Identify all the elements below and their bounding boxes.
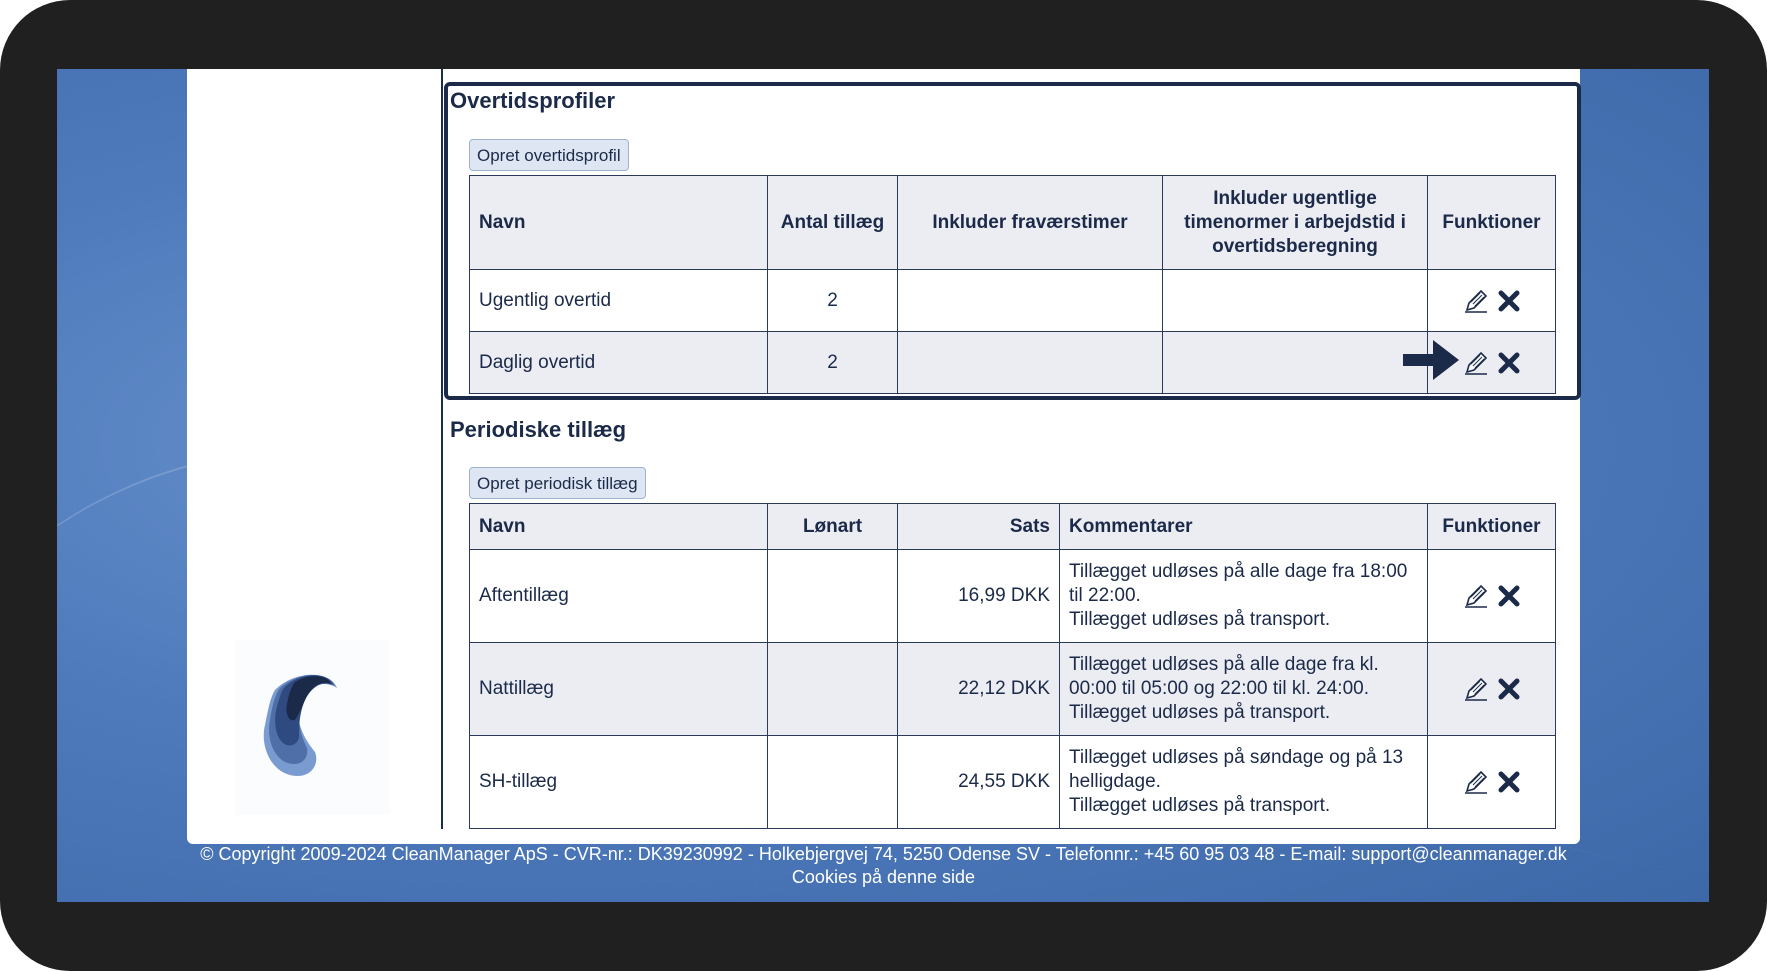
header-comments: Kommentarer [1060, 504, 1428, 550]
row-comment [1060, 736, 1428, 829]
row-count: 2 [768, 332, 898, 394]
create-overtime-profile-button[interactable]: Opret overtidsprofil [469, 139, 629, 171]
row-wage-type [768, 736, 898, 829]
row-functions [1428, 736, 1556, 829]
table-row [470, 550, 1556, 643]
row-rate: 16,99 DKK [898, 550, 1060, 643]
footer [187, 843, 1580, 889]
create-periodic-button[interactable]: Opret periodisk tillæg [469, 467, 646, 499]
logo [235, 640, 390, 815]
sidebar-divider [441, 69, 443, 829]
comment-line: Tillægget udløses på alle dage fra 18:00 til 22:00. [1069, 561, 1408, 606]
header-functions: Funktioner [1428, 176, 1556, 270]
row-name: Daglig overtid [470, 332, 768, 394]
logo-icon [235, 640, 390, 815]
row-rate: 24,55 DKK [898, 736, 1060, 829]
comment-line: Tillægget udløses på søndage og på 13 helligdage. [1069, 747, 1404, 792]
row-name: SH-tillæg [470, 736, 768, 829]
row-name: Aftentillæg [470, 550, 768, 643]
cookies-link[interactable]: Cookies på denne side [791, 867, 976, 887]
footer-copyright: © Copyright 2009-2024 CleanManager ApS - CVR-nr.: DK39230992 - Holkebjergvej 74, 5250 Odense SV - Telefonnr.: +45 60 95 03 48 - E-mail: support@cleanmanager.dk [200, 844, 1567, 864]
comment-line: Tillægget udløses på transport. [1069, 609, 1331, 630]
delete-x-icon[interactable] [1497, 584, 1521, 608]
table-row [470, 736, 1556, 829]
row-rate: 22,12 DKK [898, 643, 1060, 736]
table-row [470, 643, 1556, 736]
row-wage-type [768, 550, 898, 643]
row-functions [1428, 550, 1556, 643]
row-count: 2 [768, 270, 898, 332]
delete-x-icon[interactable] [1497, 770, 1521, 794]
pencil-icon[interactable] [1463, 676, 1489, 702]
pencil-icon[interactable] [1463, 583, 1489, 609]
overtime-title: Overtidsprofiler [450, 88, 616, 113]
delete-x-icon[interactable] [1497, 677, 1521, 701]
header-name[interactable]: Navn [470, 504, 768, 550]
row-comment [1060, 643, 1428, 736]
row-wage-type [768, 643, 898, 736]
periodic-title: Periodiske tillæg [450, 417, 627, 442]
comment-line: Tillægget udløses på transport. [1069, 702, 1331, 723]
row-comment [1060, 550, 1428, 643]
periodic-header-row [470, 504, 1556, 550]
header-absence[interactable]: Inkluder fraværstimer [898, 176, 1163, 270]
row-functions [1428, 643, 1556, 736]
arrow-right-icon [1403, 338, 1461, 382]
row-name: Ugentlig overtid [470, 270, 768, 332]
header-rate[interactable]: Sats [898, 504, 1060, 550]
header-count[interactable]: Antal tillæg [768, 176, 898, 270]
header-name[interactable]: Navn [470, 176, 768, 270]
periodic-table [469, 503, 1556, 829]
header-weekly[interactable]: Inkluder ugentlige timenormer i arbejdstid i overtidsberegning [1163, 176, 1428, 270]
comment-line: Tillægget udløses på transport. [1069, 795, 1331, 816]
row-name: Nattillæg [470, 643, 768, 736]
pencil-icon[interactable] [1463, 769, 1489, 795]
header-wage-type[interactable]: Lønart [768, 504, 898, 550]
header-functions: Funktioner [1428, 504, 1556, 550]
comment-line: Tillægget udløses på alle dage fra kl. 00:00 til 05:00 og 22:00 til kl. 24:00. [1069, 654, 1379, 699]
